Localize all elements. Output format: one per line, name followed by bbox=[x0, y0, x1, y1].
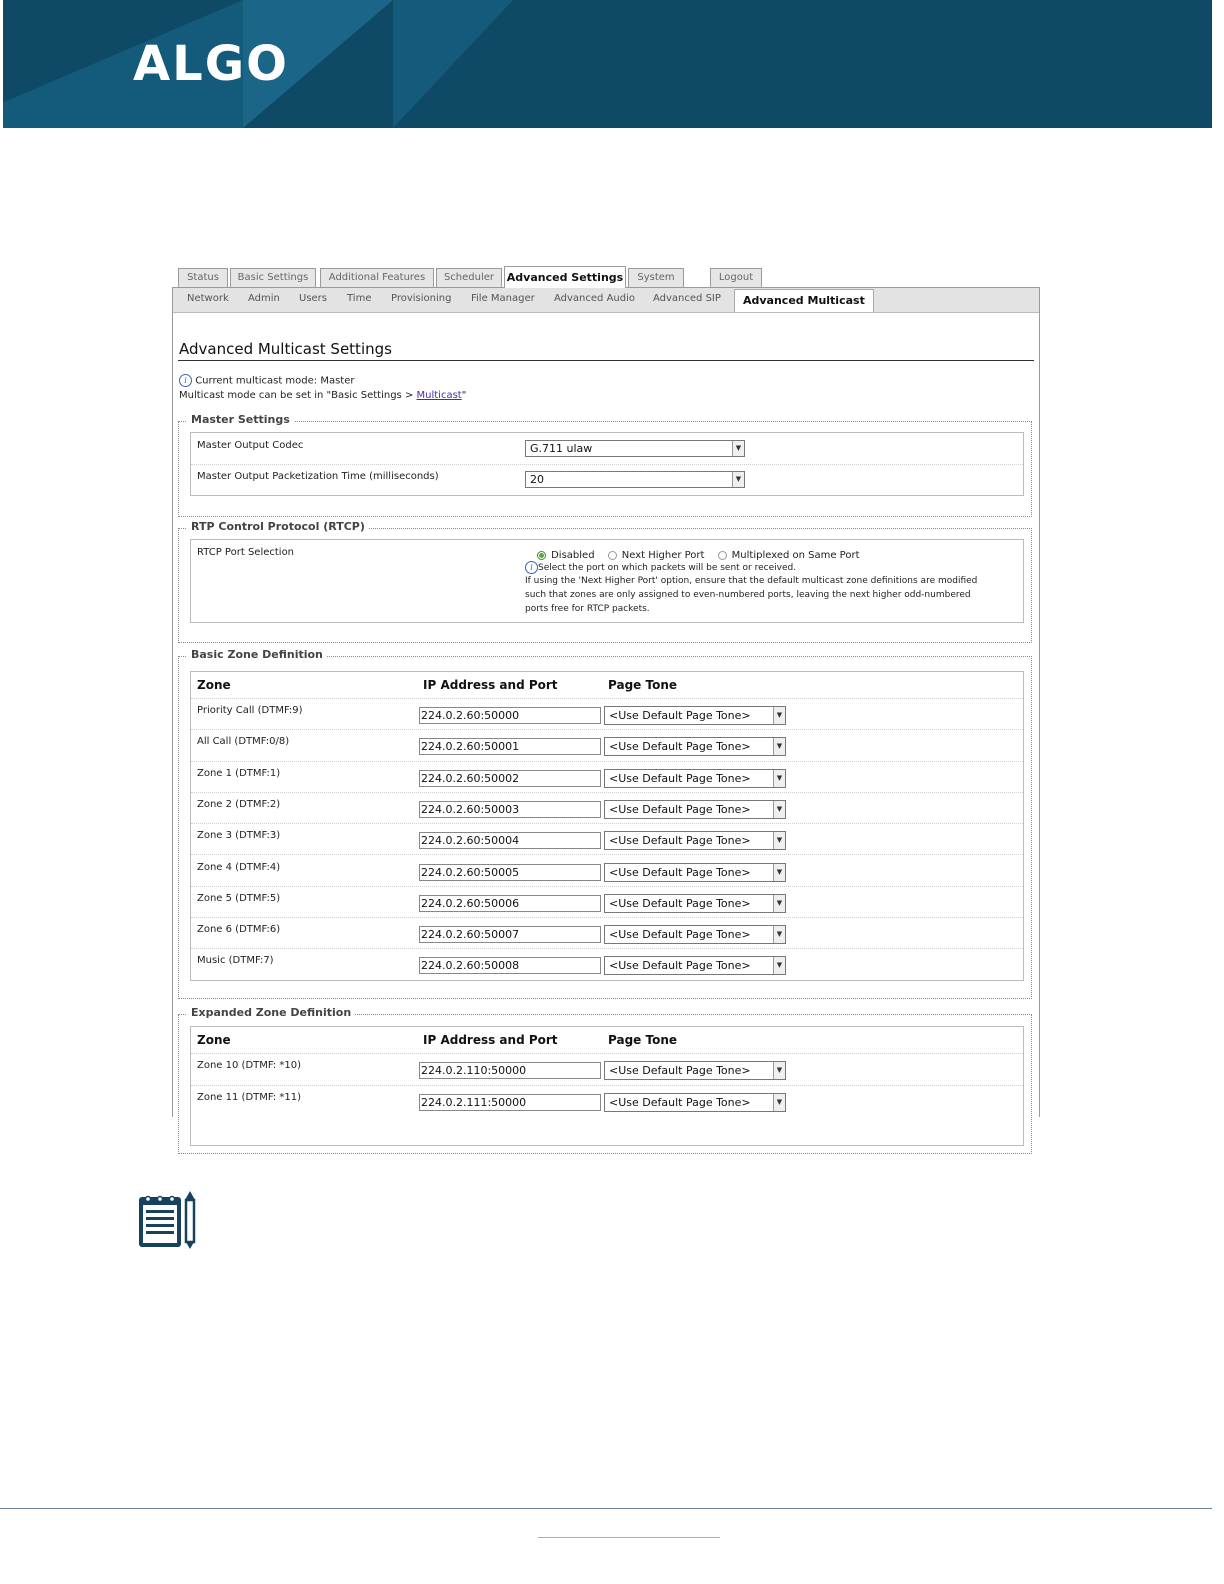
zone-name: Music (DTMF:7) bbox=[197, 955, 274, 967]
chevron-down-icon: ▼ bbox=[773, 738, 785, 755]
expanded-zone-table bbox=[190, 1026, 1024, 1146]
basic-zone-section bbox=[178, 648, 1032, 999]
zone-name: Zone 1 (DTMF:1) bbox=[197, 767, 281, 779]
form-row bbox=[191, 433, 1023, 465]
radio-label: Disabled bbox=[551, 550, 595, 561]
page-tone-value: <Use Default Page Tone> bbox=[609, 771, 751, 785]
tab-advanced-settings[interactable]: Advanced Settings bbox=[504, 266, 626, 288]
help-text: If using the 'Next Higher Port' option, ensure that the default multicast zone definitions are modified bbox=[525, 576, 978, 586]
subtab-advanced-audio[interactable]: Advanced Audio bbox=[554, 293, 635, 304]
footer-divider bbox=[0, 1508, 1212, 1509]
zone-name: Zone 4 (DTMF:4) bbox=[197, 861, 281, 873]
header-ip: IP Address and Port bbox=[423, 678, 558, 692]
form-row bbox=[191, 464, 1023, 495]
zone-name: Zone 6 (DTMF:6) bbox=[197, 924, 281, 936]
table-row bbox=[191, 917, 1023, 949]
subtab-time[interactable]: Time bbox=[347, 293, 372, 304]
zone-name: Zone 10 (DTMF: *10) bbox=[197, 1060, 302, 1071]
page-tone-value: <Use Default Page Tone> bbox=[609, 834, 751, 848]
subtab-advanced-multicast[interactable]: Advanced Multicast bbox=[734, 289, 874, 312]
footer-link-underline bbox=[538, 1537, 720, 1538]
page-tone-value: <Use Default Page Tone> bbox=[609, 865, 751, 879]
ip-address-input[interactable]: 224.0.2.111:50000 bbox=[419, 1094, 601, 1111]
header-zone: Zone bbox=[197, 1033, 231, 1047]
page-tone-value: <Use Default Page Tone> bbox=[609, 740, 751, 754]
table-row bbox=[191, 1085, 1023, 1117]
codec-label: Master Output Codec bbox=[197, 440, 304, 451]
tab-additional-features[interactable]: Additional Features bbox=[320, 268, 434, 287]
chevron-down-icon: ▼ bbox=[773, 770, 785, 787]
banner-stripe bbox=[393, 0, 513, 128]
ip-address-input[interactable]: 224.0.2.110:50000 bbox=[419, 1062, 601, 1079]
section-legend: Expanded Zone Definition bbox=[187, 1006, 355, 1019]
chevron-down-icon: ▼ bbox=[773, 895, 785, 912]
table-header bbox=[191, 1027, 1023, 1054]
subtab-provisioning[interactable]: Provisioning bbox=[391, 293, 452, 304]
subtab-advanced-sip[interactable]: Advanced SIP bbox=[653, 293, 721, 304]
chevron-down-icon: ▼ bbox=[773, 926, 785, 943]
ptime-label: Master Output Packetization Time (milliseconds) bbox=[197, 471, 439, 482]
table-row bbox=[191, 698, 1023, 730]
page-tone-select[interactable] bbox=[604, 925, 786, 944]
page-tone-value: <Use Default Page Tone> bbox=[609, 709, 751, 722]
ptime-select[interactable] bbox=[525, 471, 745, 488]
rtcp-label: RTCP Port Selection bbox=[197, 547, 295, 558]
section-legend: Basic Zone Definition bbox=[187, 648, 327, 661]
header-ip: IP Address and Port bbox=[423, 1033, 558, 1047]
radio-label: Next Higher Port bbox=[621, 550, 705, 561]
subtab-users[interactable]: Users bbox=[299, 293, 328, 304]
ip-address-input[interactable]: 224.0.2.60:50003 bbox=[419, 801, 601, 818]
page-tone-value: <Use Default Page Tone> bbox=[609, 1064, 751, 1077]
help-text: ports free for RTCP packets. bbox=[525, 604, 650, 614]
zone-name: Zone 5 (DTMF:5) bbox=[197, 892, 281, 904]
page-tone-select[interactable] bbox=[604, 894, 786, 913]
chevron-down-icon: ▼ bbox=[773, 957, 785, 974]
table-row bbox=[191, 729, 1023, 761]
help-text: Select the port on which packets will be sent or received. bbox=[538, 563, 797, 573]
table-row bbox=[191, 855, 1023, 887]
title-divider bbox=[178, 360, 1034, 361]
page-tone-select[interactable] bbox=[604, 769, 786, 788]
page-tone-select[interactable] bbox=[604, 737, 786, 756]
chevron-down-icon: ▼ bbox=[773, 1062, 785, 1079]
radio-label: Multiplexed on Same Port bbox=[731, 550, 860, 561]
table-row bbox=[191, 823, 1023, 855]
table-row bbox=[191, 761, 1023, 793]
multicast-link[interactable]: Multicast bbox=[416, 390, 462, 401]
chevron-down-icon: ▼ bbox=[732, 441, 744, 456]
mode-text: Current multicast mode: Master bbox=[195, 375, 355, 387]
ip-address-input[interactable]: 224.0.2.60:50001 bbox=[419, 738, 601, 755]
ip-address-input[interactable]: 224.0.2.60:50002 bbox=[419, 770, 601, 787]
codec-value: G.711 ulaw bbox=[530, 442, 593, 455]
table-row bbox=[191, 1053, 1023, 1086]
page-tone-select[interactable] bbox=[604, 1093, 786, 1112]
chevron-down-icon: ▼ bbox=[773, 832, 785, 849]
subtab-network[interactable]: Network bbox=[187, 293, 229, 304]
tab-scheduler[interactable]: Scheduler bbox=[436, 268, 502, 287]
page-tone-select[interactable] bbox=[604, 1061, 786, 1080]
multicast-mode-info bbox=[179, 374, 354, 387]
page-tone-select[interactable] bbox=[604, 863, 786, 882]
header-tone: Page Tone bbox=[608, 1033, 677, 1047]
rtcp-help bbox=[525, 561, 796, 574]
table-row bbox=[191, 886, 1023, 918]
info-icon: i bbox=[179, 374, 192, 387]
ptime-value: 20 bbox=[530, 473, 544, 486]
tab-status[interactable]: Status bbox=[178, 268, 228, 287]
ip-address-input[interactable]: 224.0.2.60:50004 bbox=[419, 832, 601, 849]
hint-text: Multicast mode can be set in "Basic Settings > bbox=[179, 390, 417, 401]
section-legend: RTP Control Protocol (RTCP) bbox=[187, 520, 369, 533]
page-tone-value: <Use Default Page Tone> bbox=[609, 802, 751, 816]
zone-name: All Call (DTMF:0/8) bbox=[197, 736, 290, 748]
page-tone-value: <Use Default Page Tone> bbox=[609, 928, 751, 942]
info-icon: i bbox=[525, 561, 538, 574]
page-title: Advanced Multicast Settings bbox=[179, 340, 392, 358]
ip-address-input[interactable]: 224.0.2.60:50000 bbox=[419, 707, 601, 724]
codec-select[interactable] bbox=[525, 440, 745, 457]
ip-address-input[interactable]: 224.0.2.60:50008 bbox=[419, 957, 601, 974]
page-tone-value: <Use Default Page Tone> bbox=[609, 1095, 751, 1109]
page-tone-value: <Use Default Page Tone> bbox=[609, 959, 751, 973]
header-tone: Page Tone bbox=[608, 678, 677, 692]
algo-logo: ALGO bbox=[133, 36, 289, 92]
settings-panel bbox=[172, 287, 1040, 1117]
chevron-down-icon: ▼ bbox=[773, 707, 785, 724]
master-settings-box bbox=[190, 432, 1024, 496]
basic-zone-table bbox=[190, 671, 1024, 981]
zone-name: Zone 2 (DTMF:2) bbox=[197, 798, 281, 810]
rtcp-box bbox=[190, 539, 1024, 623]
tab-basic-settings[interactable]: Basic Settings bbox=[230, 268, 316, 287]
header-banner bbox=[3, 0, 1212, 128]
chevron-down-icon: ▼ bbox=[773, 801, 785, 818]
help-text: such that zones are only assigned to even-numbered ports, leaving the next higher odd-numbered bbox=[525, 590, 971, 600]
master-settings-section bbox=[178, 413, 1032, 517]
tab-system[interactable]: System bbox=[628, 268, 684, 287]
page-tone-value: <Use Default Page Tone> bbox=[609, 896, 751, 910]
expanded-zone-section bbox=[178, 1006, 1032, 1154]
chevron-down-icon: ▼ bbox=[732, 472, 744, 487]
table-row bbox=[191, 792, 1023, 824]
subtab-admin[interactable]: Admin bbox=[248, 293, 280, 304]
zone-name: Zone 11 (DTMF: *11) bbox=[197, 1091, 302, 1103]
hint-text-end: " bbox=[461, 390, 467, 401]
web-ui bbox=[172, 266, 1040, 1116]
page-tone-select[interactable] bbox=[604, 831, 786, 850]
section-legend: Master Settings bbox=[187, 413, 294, 426]
ip-address-input[interactable]: 224.0.2.60:50006 bbox=[419, 895, 601, 912]
radio-disabled[interactable] bbox=[537, 551, 546, 560]
header-zone: Zone bbox=[197, 678, 231, 692]
table-row bbox=[191, 948, 1023, 979]
radio-next-higher-port[interactable] bbox=[608, 551, 617, 560]
radio-multiplexed[interactable] bbox=[718, 551, 727, 560]
subtab-file-manager[interactable]: File Manager bbox=[471, 293, 535, 304]
multicast-mode-hint bbox=[179, 390, 466, 401]
ip-address-input[interactable]: 224.0.2.60:50007 bbox=[419, 926, 601, 943]
chevron-down-icon: ▼ bbox=[773, 864, 785, 881]
chevron-down-icon: ▼ bbox=[773, 1094, 785, 1111]
page-tone-select[interactable] bbox=[604, 956, 786, 975]
ip-address-input[interactable]: 224.0.2.60:50005 bbox=[419, 864, 601, 881]
sub-nav bbox=[173, 288, 1039, 313]
table-header bbox=[191, 672, 1023, 699]
tab-logout[interactable]: Logout bbox=[710, 268, 762, 287]
page-tone-select[interactable] bbox=[604, 800, 786, 819]
rtcp-section bbox=[178, 520, 1032, 643]
zone-name: Priority Call (DTMF:9) bbox=[197, 705, 303, 716]
zone-name: Zone 3 (DTMF:3) bbox=[197, 830, 281, 842]
notepad-pencil-icon bbox=[138, 1190, 198, 1250]
page-tone-select[interactable] bbox=[604, 706, 786, 725]
